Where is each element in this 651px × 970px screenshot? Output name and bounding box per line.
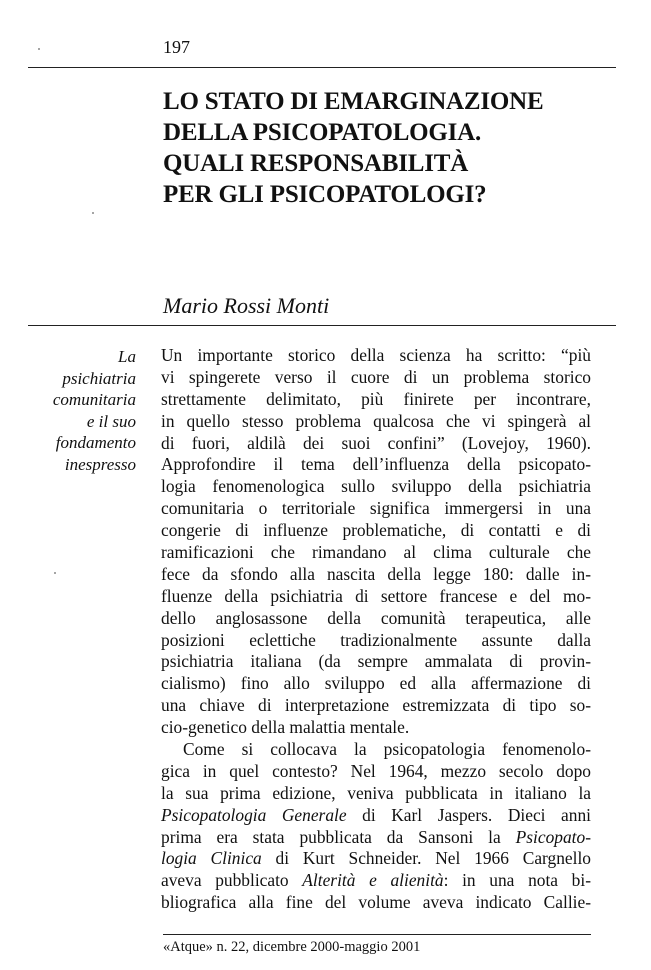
body-line	[161, 870, 591, 892]
body-line: logia fenomenologica sullo sviluppo della psichiatria	[161, 476, 591, 497]
body-line: congerie di influenze problematiche, di contatti e di	[161, 520, 591, 541]
body-line: in quello stesso problema qualcosa che vi spingerà al	[161, 410, 591, 431]
margin-note-line: fondamento	[55, 433, 136, 452]
margin-note-line: comunitaria	[52, 390, 136, 409]
margin-note-line: La	[118, 347, 136, 366]
body-line: Un importante storico della scienza ha scritto: “più	[161, 345, 591, 365]
body-text-run: : in una nota bi-	[443, 870, 591, 891]
author-name: Mario Rossi Monti	[163, 293, 330, 318]
title-line: DELLA PSICOPATOLOGIA.	[163, 119, 482, 146]
scan-speck	[92, 212, 94, 214]
body-line: ramificazioni che rimandano al clima culturale che	[161, 542, 591, 563]
margin-note-line: psichiatria	[62, 368, 136, 388]
title-line: LO STATO DI EMARGINAZIONE	[163, 88, 544, 115]
margin-note-line: e il suo	[86, 411, 136, 431]
body-line: Come si collocava la psicopatologia fenomenolo-	[183, 739, 591, 760]
title-line: PER GLI PSICOPATOLOGI?	[163, 181, 487, 208]
body-line: psichiatria italiana (da sempre ammalata di provin-	[161, 651, 591, 672]
body-line: Approfondire il tema dell’influenza della psicopato-	[161, 454, 591, 475]
body-line: gica in quel contesto? Nel 1964, mezzo secolo dopo	[161, 760, 591, 781]
body-text-run: prima era stata pubblicata da Sansoni la	[161, 826, 516, 847]
body-line: cialismo) fino allo sviluppo ed alla affermazione di	[161, 673, 591, 694]
margin-note-line: inespresso	[64, 454, 136, 474]
body-text-run: aveva pubblicato	[161, 870, 303, 891]
book-title: Alterità e alienità	[302, 870, 444, 891]
body-line	[161, 848, 591, 870]
body-line: dello anglosassone della comunità terapeutica, alle	[161, 607, 591, 628]
body-line: fece da sfondo alla nascita della legge 180: dalle in-	[161, 563, 591, 584]
body-line: fluenze della psichiatria di settore francese e del mo-	[161, 585, 591, 606]
body-line: posizioni eclettiche tradizionalmente assunte dalla	[161, 629, 591, 650]
body-line: strettamente delimitato, più finirete per incontrare,	[161, 388, 591, 409]
book-title: logia Clinica	[161, 848, 262, 869]
body-line: vi spingerete verso il cuore di un problema storico	[161, 366, 591, 387]
footer-rule	[163, 934, 591, 935]
body-text-run: di Karl Jaspers. Dieci anni	[346, 804, 592, 825]
book-title: Psicopatologia Generale	[161, 804, 347, 825]
body-line	[161, 827, 591, 849]
article-body	[161, 345, 591, 914]
article-title	[163, 86, 603, 210]
body-line: cio-genetico della malattia mentale.	[161, 717, 410, 738]
journal-citation: «Atque» n. 22, dicembre 2000-maggio 2001	[163, 939, 421, 955]
book-title: Psicopato-	[515, 826, 591, 847]
body-line: comunitaria o territoriale significa immergersi in una	[161, 498, 591, 519]
page-number: 197	[163, 37, 190, 57]
body-line	[161, 805, 591, 827]
margin-note	[4, 346, 136, 475]
body-text-run: di Kurt Schneider. Nel 1966 Cargnello	[261, 848, 591, 869]
author-rule	[28, 325, 616, 326]
title-line: QUALI RESPONSABILITÀ	[163, 150, 469, 177]
body-line: bliografica alla fine del volume aveva indicato Callie-	[161, 892, 591, 913]
body-line: una chiave di interpretazione estremizzata di tipo so-	[161, 695, 591, 716]
header-rule	[28, 67, 616, 68]
body-line: di fuori, aldilà dei suoi confini” (Lovejoy, 1960).	[161, 432, 591, 453]
body-line: la sua prima edizione, veniva pubblicata in italiano la	[161, 782, 591, 803]
scan-speck	[38, 48, 40, 50]
scan-speck	[54, 572, 56, 574]
